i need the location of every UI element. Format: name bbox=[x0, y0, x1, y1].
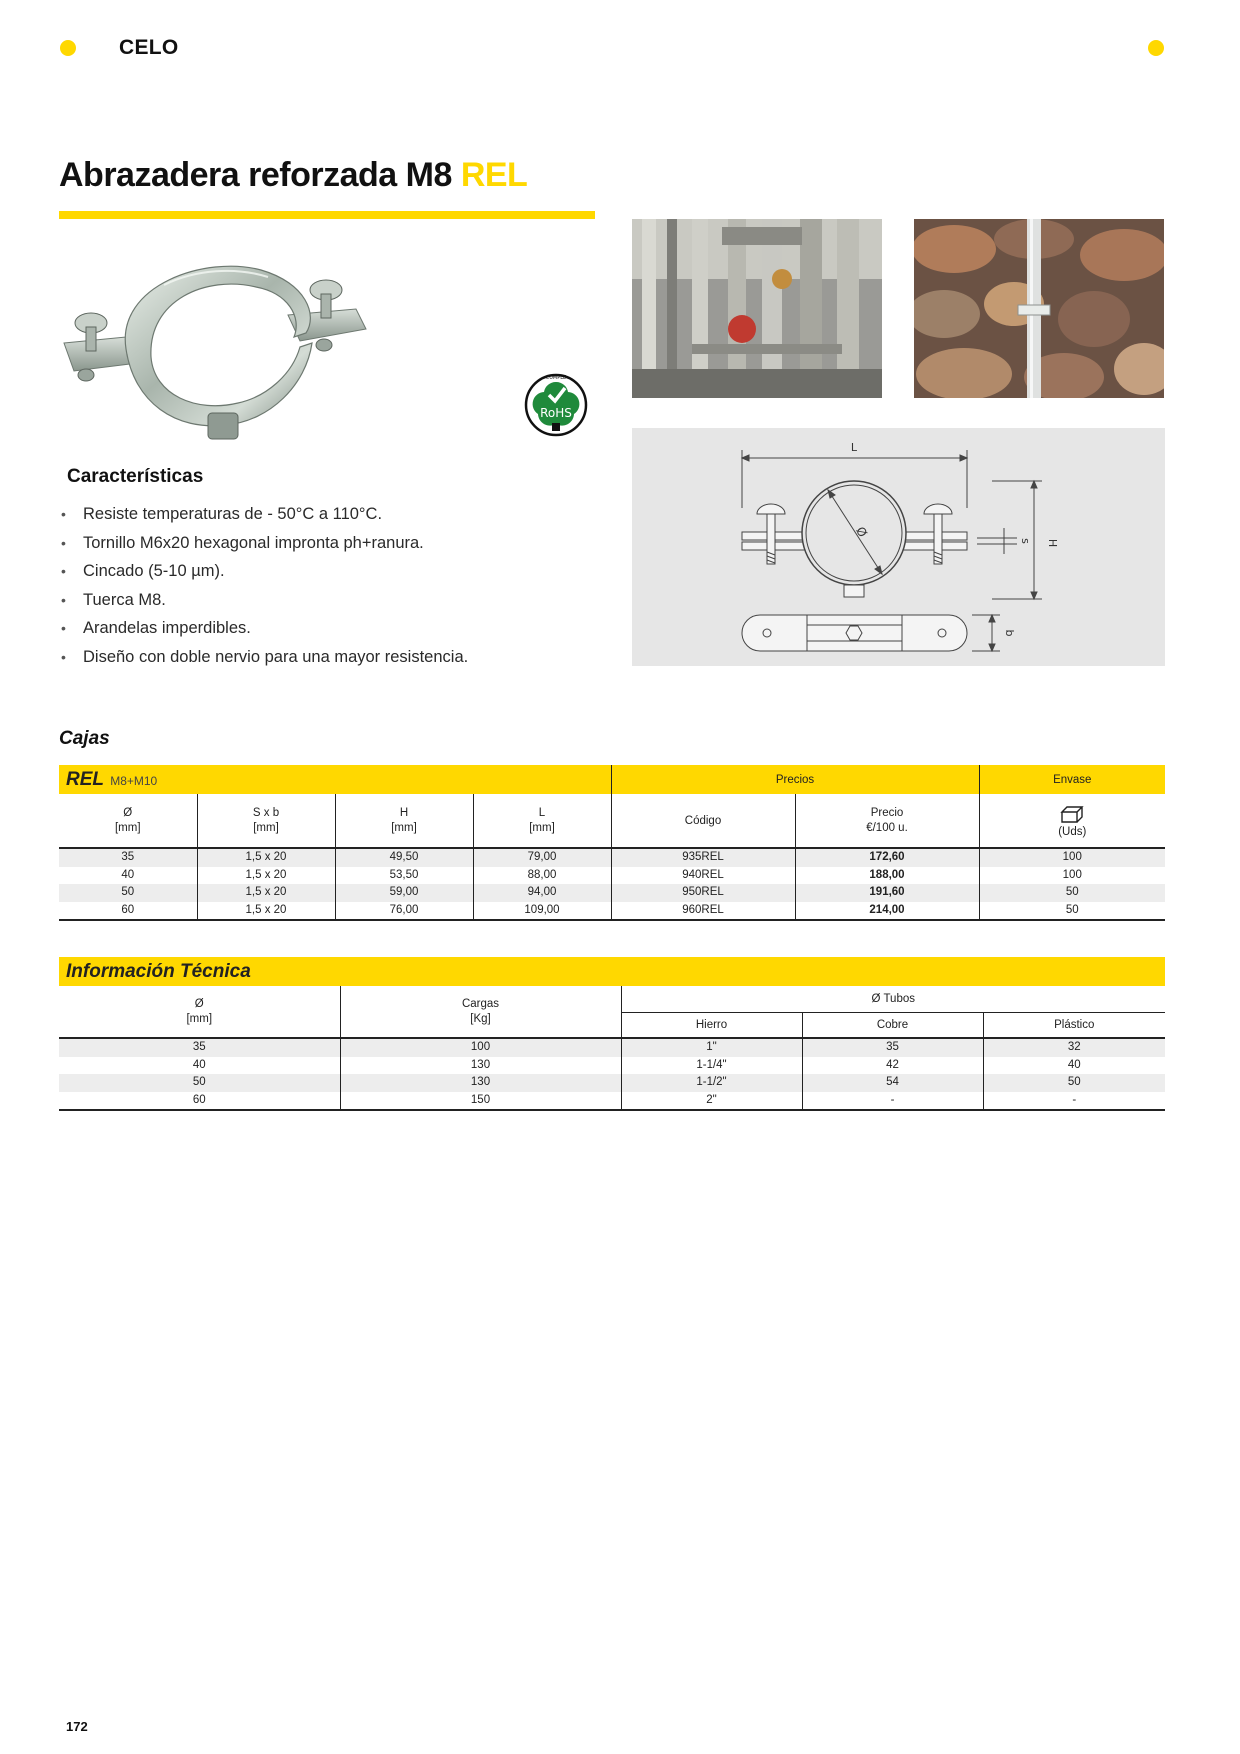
info-title-row bbox=[59, 957, 1165, 986]
rohs-badge bbox=[522, 368, 590, 438]
info-title-cell bbox=[59, 957, 1165, 986]
table-row: 50 1,5 x 20 59,00 94,00 950REL 191,60 50 bbox=[59, 884, 1165, 902]
technical-drawing bbox=[632, 428, 1165, 666]
info-col-cobre: Cobre bbox=[802, 1012, 983, 1038]
series-name: REL bbox=[66, 768, 104, 790]
characteristic-item: • Arandelas imperdibles. bbox=[60, 617, 468, 646]
header-right-dot bbox=[1148, 40, 1164, 56]
info-col-plastico: Plástico bbox=[1054, 1018, 1095, 1031]
characteristic-item: • Cincado (5-10 µm). bbox=[60, 560, 468, 589]
drawing-label-H: H bbox=[1046, 538, 1059, 548]
col-h: H [mm] bbox=[335, 794, 473, 848]
installation-photo-wall bbox=[914, 219, 1164, 398]
characteristics-title: Características bbox=[67, 466, 204, 487]
table-row: 35 100 1" 35 32 bbox=[59, 1038, 1165, 1057]
info-col-hierro: Hierro bbox=[621, 1012, 802, 1038]
rohs-top-text: CUMPLE bbox=[545, 375, 567, 381]
drawing-label-diameter: Ø bbox=[853, 524, 870, 540]
characteristic-item: • Tuerca M8. bbox=[60, 589, 468, 618]
table-row: 60 1,5 x 20 76,00 109,00 960REL 214,00 50 bbox=[59, 902, 1165, 921]
drawing-label-s: s bbox=[1019, 538, 1032, 544]
title-underline bbox=[59, 211, 595, 219]
cajas-column-header bbox=[59, 794, 1165, 848]
col-diam: Ø [mm] bbox=[59, 794, 197, 848]
cajas-table bbox=[59, 765, 1165, 921]
series-sub: M8+M10 bbox=[110, 773, 158, 788]
box-icon bbox=[1059, 804, 1085, 824]
title-accent: REL bbox=[460, 156, 528, 194]
series-cell bbox=[59, 765, 611, 794]
table-row: 50 130 1-1/2" 54 50 bbox=[59, 1074, 1165, 1092]
table-row: 60 150 2" - - bbox=[59, 1092, 1165, 1111]
cajas-title: Cajas bbox=[59, 728, 110, 749]
table-row: 40 1,5 x 20 53,50 88,00 940REL 188,00 100 bbox=[59, 867, 1165, 885]
col-envase bbox=[979, 794, 1165, 848]
info-header-top bbox=[59, 986, 1165, 1012]
col-l: L [mm] bbox=[473, 794, 611, 848]
group-precios: Precios bbox=[611, 765, 979, 794]
installation-photo-pipes bbox=[632, 219, 882, 398]
info-col-tubos: Ø Tubos bbox=[621, 986, 1165, 1012]
info-table bbox=[59, 957, 1165, 1111]
col-sxb: S x b [mm] bbox=[197, 794, 335, 848]
clamp-product-image bbox=[56, 245, 376, 450]
drawing-label-b: b bbox=[1003, 629, 1016, 637]
page-title bbox=[59, 156, 527, 195]
title-main: Abrazadera reforzada M8 bbox=[59, 156, 452, 194]
characteristic-item: • Resiste temperaturas de - 50°C a 110°C. bbox=[60, 503, 468, 532]
group-envase: Envase bbox=[979, 765, 1165, 794]
col-precio: Precio €/100 u. bbox=[795, 794, 979, 848]
brand-label: CELO bbox=[119, 36, 179, 59]
table-row: 35 1,5 x 20 49,50 79,00 935REL 172,60 100 bbox=[59, 848, 1165, 867]
col-codigo: Código bbox=[611, 794, 795, 848]
drawing-label-L: L bbox=[850, 441, 858, 454]
table-row: 40 130 1-1/4" 42 40 bbox=[59, 1057, 1165, 1075]
page-number: 172 bbox=[66, 1719, 88, 1734]
info-col-cargas: Cargas [Kg] bbox=[340, 986, 621, 1038]
info-title: Información Técnica bbox=[66, 960, 251, 982]
rohs-text: RoHS bbox=[540, 406, 572, 420]
col-uds-label: (Uds) bbox=[1058, 825, 1087, 838]
info-col-diam: Ø [mm] bbox=[59, 986, 340, 1038]
characteristic-item: • Diseño con doble nervio para una mayor resistencia. bbox=[60, 646, 468, 675]
cajas-group-header bbox=[59, 765, 1165, 794]
characteristic-item: • Tornillo M6x20 hexagonal impronta ph+ranura. bbox=[60, 532, 468, 561]
header-left-dot bbox=[60, 40, 76, 56]
characteristics-list bbox=[60, 503, 468, 674]
